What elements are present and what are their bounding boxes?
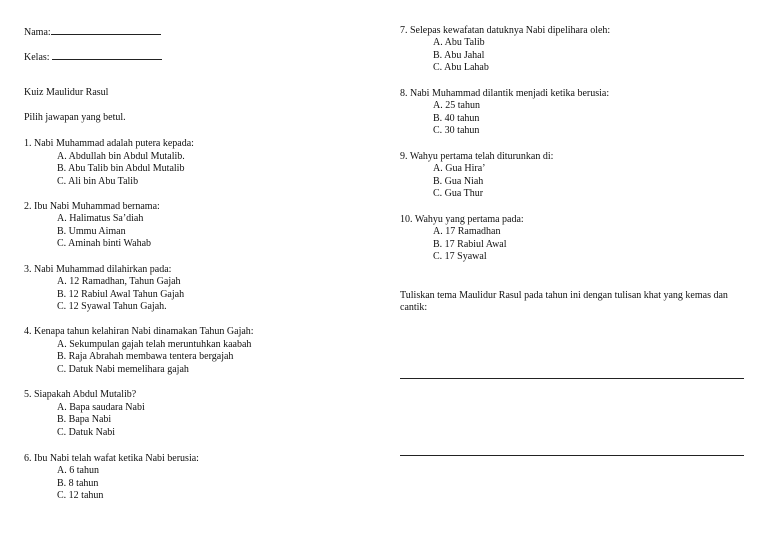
name-field[interactable]	[24, 25, 161, 39]
option-b[interactable]: B. 17 Rabiul Awal	[433, 239, 507, 250]
option-c[interactable]: C. Aminah binti Wahab	[57, 238, 152, 249]
name-blank[interactable]	[51, 25, 161, 35]
class-field[interactable]	[24, 50, 162, 64]
question-text: 7. Selepas kewafatan datuknya Nabi dipelihara oleh:	[400, 25, 611, 36]
option-a[interactable]: A. Abdullah bin Abdul Mutalib.	[57, 151, 185, 162]
quiz-title: Kuiz Maulidur Rasul	[24, 87, 109, 98]
option-b[interactable]: B. 40 tahun	[433, 113, 480, 124]
question-text: 8. Nabi Muhammad dilantik menjadi ketika berusia:	[400, 88, 610, 99]
name-label: Nama:	[24, 27, 51, 38]
option-b[interactable]: B. Abu Talib bin Abdul Mutalib	[57, 163, 185, 174]
option-a[interactable]: A. Abu Talib	[433, 37, 485, 48]
option-b[interactable]: B. 12 Rabiul Awal Tahun Gajah	[57, 289, 185, 300]
option-a[interactable]: A. 17 Ramadhan	[433, 226, 501, 237]
question-text: 2. Ibu Nabi Muhammad bernama:	[24, 201, 160, 212]
option-a[interactable]: A. Halimatus Sa’diah	[57, 213, 144, 224]
option-a[interactable]: A. Sekumpulan gajah telah meruntuhkan kaabah	[57, 339, 252, 350]
question-text: 6. Ibu Nabi telah wafat ketika Nabi berusia:	[24, 453, 199, 464]
question-text: 9. Wahyu pertama telah diturunkan di:	[400, 151, 554, 162]
question-text: 10. Wahyu yang pertama pada:	[400, 214, 524, 225]
question-text: 4. Kenapa tahun kelahiran Nabi dinamakan Tahun Gajah:	[24, 326, 254, 337]
option-b[interactable]: B. Ummu Aiman	[57, 226, 126, 237]
option-a[interactable]: A. Gua Hira’	[433, 163, 486, 174]
option-c[interactable]: C. Datuk Nabi	[57, 427, 116, 438]
option-a[interactable]: A. 25 tahun	[433, 100, 480, 111]
option-c[interactable]: C. Ali bin Abu Talib	[57, 176, 139, 187]
instruction-text: Pilih jawapan yang betul.	[24, 112, 126, 123]
option-b[interactable]: B. Raja Abrahah membawa tentera bergajah	[57, 351, 234, 362]
question-text: 5. Siapakah Abdul Mutalib?	[24, 389, 137, 400]
option-c[interactable]: C. 12 Syawal Tahun Gajah.	[57, 301, 167, 312]
option-c[interactable]: C. Gua Thur	[433, 188, 484, 199]
option-b[interactable]: B. Abu Jahal	[433, 50, 485, 61]
class-blank[interactable]	[52, 50, 162, 60]
option-c[interactable]: C. Abu Lahab	[433, 62, 489, 73]
option-c[interactable]: C. 30 tahun	[433, 125, 480, 136]
answer-line-1[interactable]	[400, 378, 744, 379]
option-a[interactable]: A. Bapa saudara Nabi	[57, 402, 145, 413]
option-c[interactable]: C. 12 tahun	[57, 490, 104, 501]
class-label: Kelas:	[24, 52, 53, 63]
option-c[interactable]: C. Datuk Nabi memelihara gajah	[57, 364, 189, 375]
option-a[interactable]: A. 12 Ramadhan, Tahun Gajah	[57, 276, 181, 287]
writing-task-instruction: Tuliskan tema Maulidur Rasul pada tahun ini dengan tulisan khat yang kemas dan cantik:	[400, 290, 728, 313]
question-text: 1. Nabi Muhammad adalah putera kepada:	[24, 138, 194, 149]
answer-line-2[interactable]	[400, 455, 744, 456]
option-b[interactable]: B. 8 tahun	[57, 478, 99, 489]
option-b[interactable]: B. Gua Niah	[433, 176, 484, 187]
option-c[interactable]: C. 17 Syawal	[433, 251, 487, 262]
option-a[interactable]: A. 6 tahun	[57, 465, 99, 476]
question-text: 3. Nabi Muhammad dilahirkan pada:	[24, 264, 172, 275]
option-b[interactable]: B. Bapa Nabi	[57, 414, 112, 425]
